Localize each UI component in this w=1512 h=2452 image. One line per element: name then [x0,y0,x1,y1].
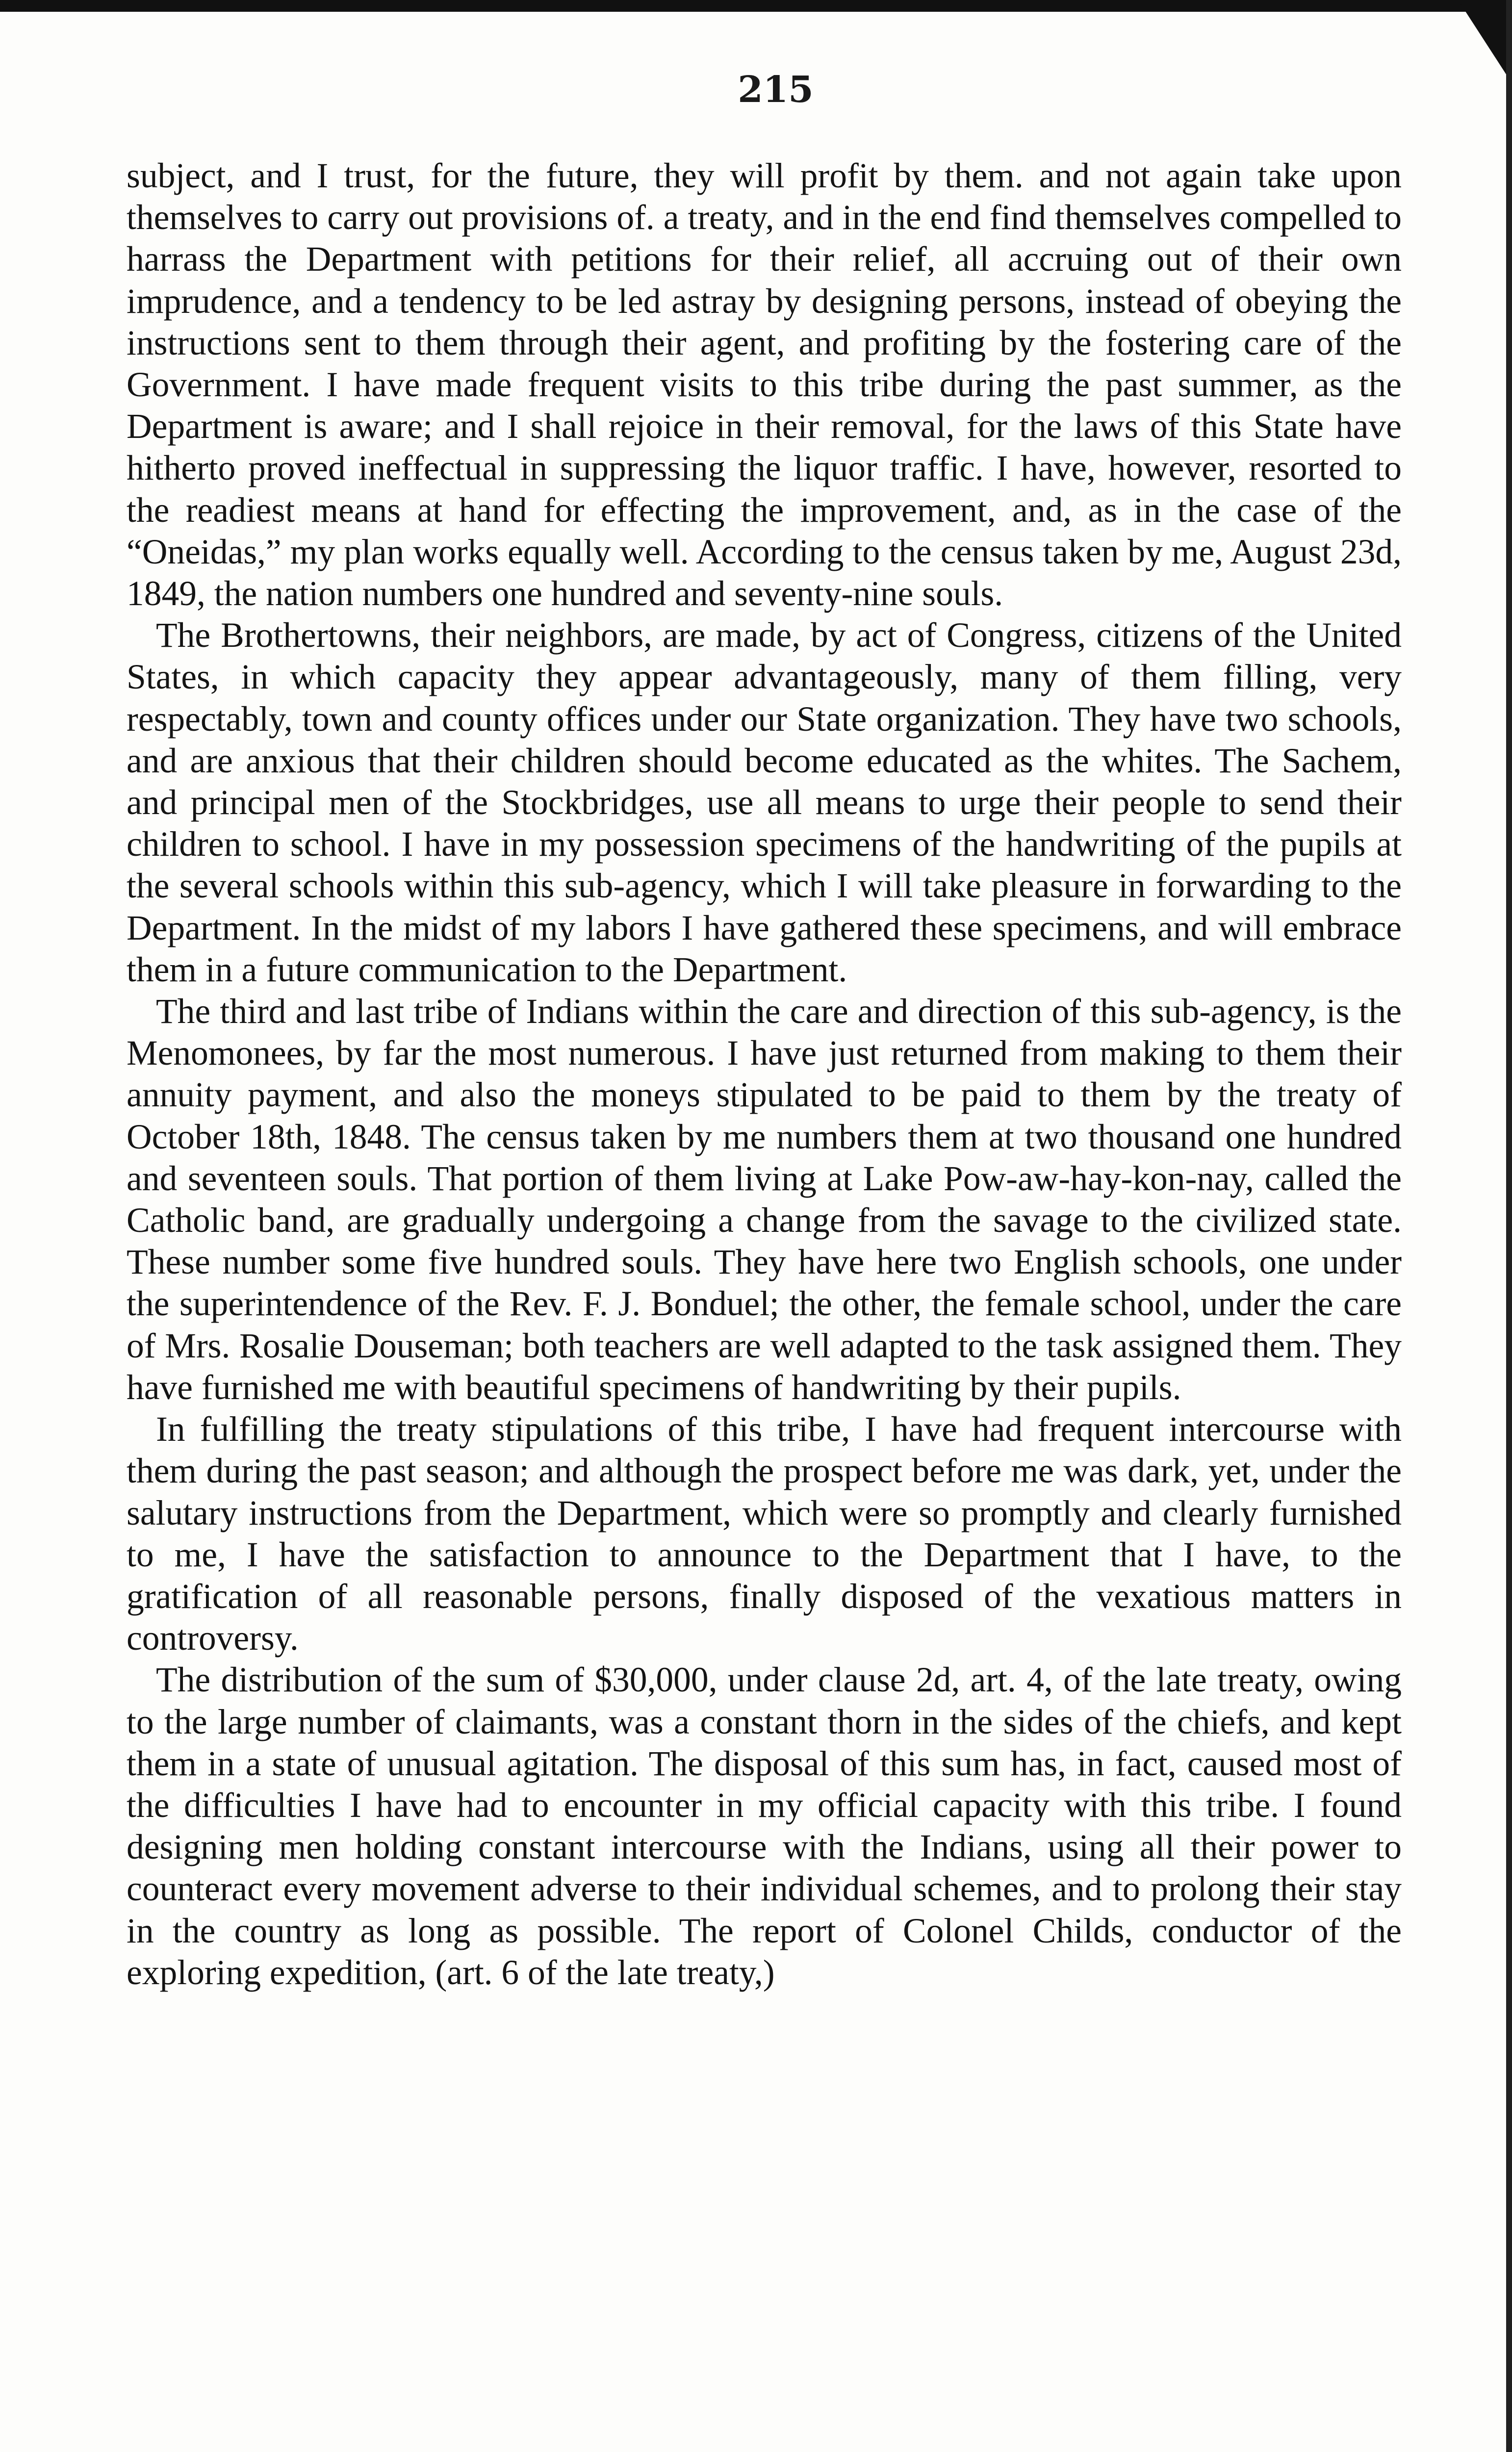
page-number: 215 [738,69,814,111]
scan-edge-top [0,0,1512,12]
paragraph-4: In fulfilling the treaty stipulations of this tribe, I have had frequent intercourse with them during the past season; and although the prospect before me was dark, yet, under the salutary instructions from the Department, which were so promptly and clearly furnished to me, I have the satisfaction to announce to the Department that I have, to the gratification of all reasonable persons, finally disposed of the vexatious matters in controversy. [127,1410,1402,1658]
scan-edge-right [1506,0,1512,2452]
paragraph-5: The distribution of the sum of $30,000, under clause 2d, art. 4, of the late treaty, owing to the large number of claimants, was a constant thorn in the sides of the chiefs, and kept them in a state of unusual agitation. The disposal of this sum has, in fact, caused most of the difficulties I have had to encounter in my official capacity with this tribe. I found designing men holding constant intercourse with the Indians, using all their power to counteract every movement adverse to their individual schemes, and to prolong their stay in the country as long as possible. The report of Colonel Childs, conductor of the exploring expedition, (art. 6 of the late treaty,) [127,1660,1402,1992]
paragraph-1: subject, and I trust, for the future, they will profit by them. and not again take upon themselves to carry out provisions of. a treaty, and in the end find themselves compelled to harrass the Department with petitions for their relief, all accruing out of their own imprudence, and a tendency to be led astray by designing persons, instead of obeying the instructions sent to them through their agent, and profiting by the fostering care of the Government. I have made frequent visits to this tribe during the past summer, as the Department is aware; and I shall rejoice in their removal, for the laws of this State have hitherto proved ineffectual in suppressing the liquor traffic. I have, however, resorted to the readiest means at hand for effecting the improvement, and, as in the case of the “Oneidas,” my plan works equally well. According to the census taken by me, August 23d, 1849, the nation numbers one hundred and seventy-nine souls. [127,156,1402,613]
paragraph-2: The Brothertowns, their neighbors, are made, by act of Congress, citizens of the United States, in which capacity they appear advantageously, many of them filling, very respectably, town and county offices under our State organization. They have two schools, and are anxious that their children should become educated as the whites. The Sachem, and principal men of the Stockbridges, use all means to urge their people to send their children to school. I have in my possession specimens of the handwriting of the pupils at the several schools within this sub-agency, which I will take pleasure in forwarding to the Department. In the midst of my labors I have gathered these specimens, and will embrace them in a future communication to the Department. [127,616,1402,989]
paragraph-3: The third and last tribe of Indians within the care and direction of this sub-agency, is the Menomonees, by far the most numerous. I have just returned from making to them their annuity payment, and also the moneys stipulated to be paid to them by the treaty of October 18th, 1848. The census taken by me numbers them at two thousand one hundred and seventeen souls. That portion of them living at Lake Pow-aw-hay-kon-nay, called the Catholic band, are gradually undergoing a change from the savage to the civilized state. These number some five hundred souls. They have here two English schools, one under the superintendence of the Rev. F. J. Bonduel; the other, the female school, under the care of Mrs. Rosalie Douseman; both teachers are well adapted to the task assigned them. They have furnished me with beautiful specimens of handwriting by their pupils. [127,992,1402,1407]
body-text [127,155,1402,1993]
